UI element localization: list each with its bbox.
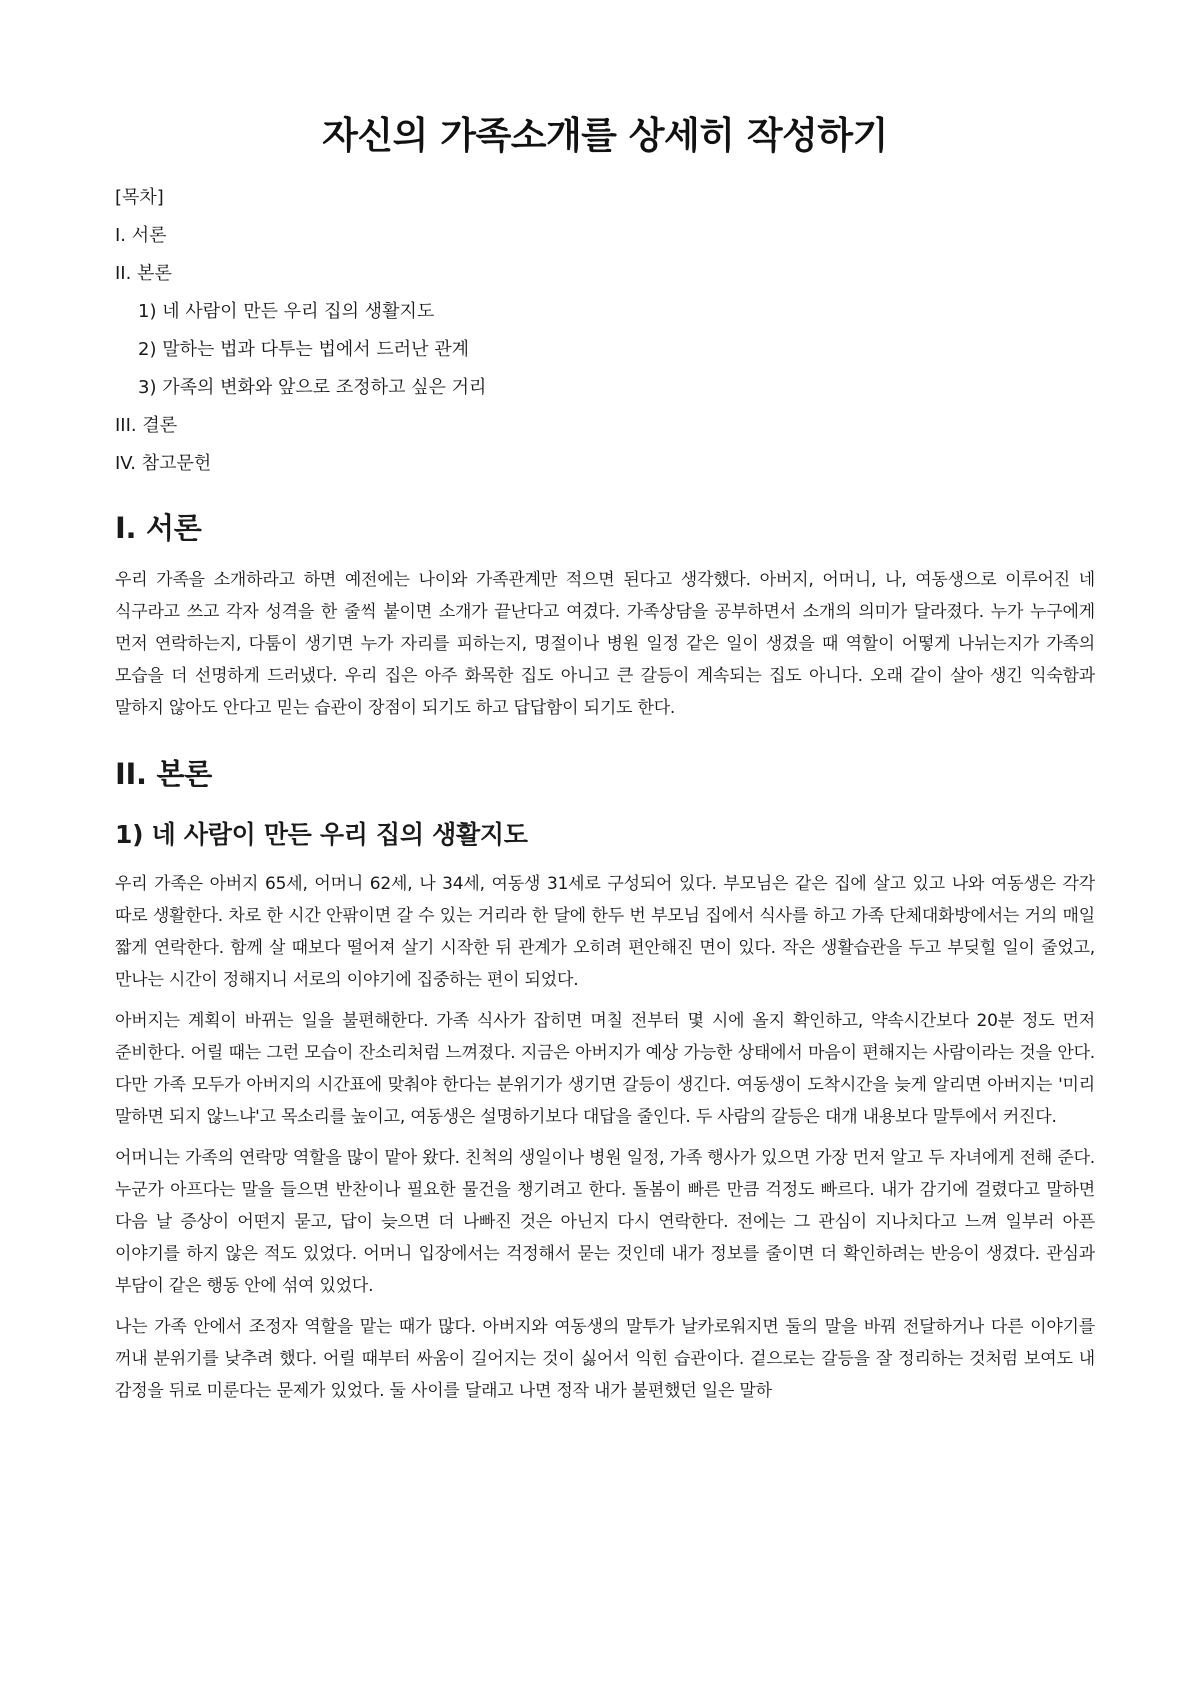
body-paragraph: 나는 가족 안에서 조정자 역할을 맡는 때가 많다. 아버지와 여동생의 말투가 날카로워지면 둘의 말을 바꿔 전달하거나 다른 이야기를 꺼내 분위기를 낮추려 했다. 어릴 때부터 싸움이 길어지는 것이 싫어서 익힌 습관이다. 겉으로는 갈등을 잘 정리하는 것처럼 보여도 내 감정을 뒤로 미룬다는 문제가 있었다. 둘 사이를 달래고 나면 정작 내가 불편했던 일은 말하 — [115, 1316, 1095, 1401]
body-paragraph: 어머니는 가족의 연락망 역할을 많이 맡아 왔다. 친척의 생일이나 병원 일정, 가족 행사가 있으면 가장 먼저 알고 두 자녀에게 전해 준다. 누군가 아프다는 말을 들으면 반찬이나 필요한 물건을 챙기려고 한다. 돌봄이 빠른 만큼 걱정도 빠르다. 내가 감기에 걸렸다고 말하면 다음 날 증상이 어떤지 묻고, 답이 늦으면 더 나빠진 것은 아닌지 다시 연락한다. 전에는 그 관심이 지나치다고 느껴 일부러 아픈 이야기를 하지 않은 적도 있었다. 어머니 입장에서는 걱정해서 묻는 것인데 내가 정보를 줄이면 더 확인하려는 반응이 생겼다. 관심과 부담이 같은 행동 안에 섞여 있었다. — [115, 1147, 1095, 1296]
toc-item: III. 결론 — [115, 415, 178, 437]
toc-item: IV. 참고문헌 — [115, 453, 212, 475]
toc-subitem: 2) 말하는 법과 다투는 법에서 드러난 관계 — [138, 339, 470, 361]
toc-item: [목차] — [115, 187, 164, 209]
section-heading-body: II. 본론 — [115, 756, 212, 791]
toc-item: I. 서론 — [115, 225, 167, 247]
document-title: 자신의 가족소개를 상세히 작성하기 — [322, 114, 888, 157]
table-of-contents — [115, 186, 1095, 490]
introduction-paragraph: 우리 가족을 소개하라고 하면 예전에는 나이와 가족관계만 적으면 된다고 생각했다. 아버지, 어머니, 나, 여동생으로 이루어진 네 식구라고 쓰고 각자 성격을 한 줄씩 붙이면 소개가 끝난다고 여겼다. 가족상담을 공부하면서 소개의 의미가 달라졌다. 누가 누구에게 먼저 연락하는지, 다툼이 생기면 누가 자리를 피하는지, 명절이나 병원 일정 같은 일이 생겼을 때 역할이 어떻게 나뉘는지가 가족의 모습을 더 선명하게 드러냈다. 우리 집은 아주 화목한 집도 아니고 큰 갈등이 계속되는 집도 아니다. 오래 같이 살아 생긴 익숙함과 말하지 않아도 안다고 믿는 습관이 장점이 되기도 하고 답답함이 되기도 한다. — [115, 569, 1095, 718]
body-paragraph: 아버지는 계획이 바뀌는 일을 불편해한다. 가족 식사가 잡히면 며칠 전부터 몇 시에 올지 확인하고, 약속시간보다 20분 정도 먼저 준비한다. 어릴 때는 그런 모습이 잔소리처럼 느껴졌다. 지금은 아버지가 예상 가능한 상태에서 마음이 편해지는 사람이라는 것을 안다. 다만 가족 모두가 아버지의 시간표에 맞춰야 한다는 분위기가 생기면 갈등이 생긴다. 여동생이 도착시간을 늦게 알리면 아버지는 '미리 말하면 되지 않느냐'고 목소리를 높이고, 여동생은 설명하기보다 대답을 줄인다. 두 사람의 갈등은 대개 내용보다 말투에서 커진다. — [115, 1010, 1095, 1127]
body-paragraph: 우리 가족은 아버지 65세, 어머니 62세, 나 34세, 여동생 31세로 구성되어 있다. 부모님은 같은 집에 살고 있고 나와 여동생은 각각 따로 생활한다. 차로 한 시간 안팎이면 갈 수 있는 거리라 한 달에 한두 번 부모님 집에서 식사를 하고 가족 단체대화방에서는 거의 매일 짧게 연락한다. 함께 살 때보다 떨어져 살기 시작한 뒤 관계가 오히려 편안해진 면이 있다. 작은 생활습관을 두고 부딪힐 일이 줄었고, 만나는 시간이 정해지니 서로의 이야기에 집중하는 편이 되었다. — [115, 873, 1095, 990]
toc-item: II. 본론 — [115, 263, 172, 285]
subsection-heading: 1) 네 사람이 만든 우리 집의 생활지도 — [115, 820, 528, 850]
toc-subitem: 3) 가족의 변화와 앞으로 조정하고 싶은 거리 — [138, 377, 487, 399]
toc-subitem: 1) 네 사람이 만든 우리 집의 생활지도 — [138, 301, 435, 323]
section-heading-introduction: I. 서론 — [115, 511, 202, 546]
